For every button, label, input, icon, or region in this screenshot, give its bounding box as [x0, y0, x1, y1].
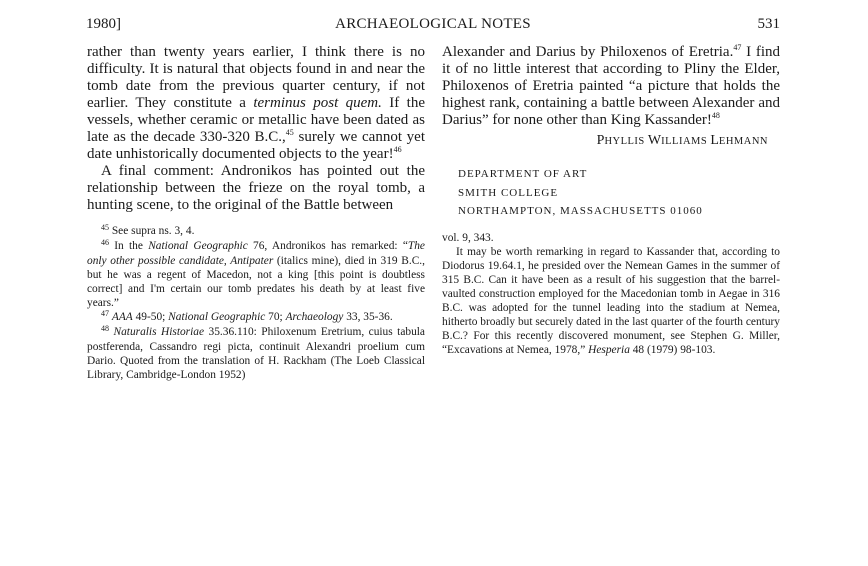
page-number: 531	[757, 16, 780, 32]
right-body-text	[442, 44, 780, 129]
footnote-45: $^{45}$ See supra ns. 3, 4.	[101, 223, 195, 237]
running-header	[86, 16, 780, 38]
paragraph: A final comment: Andronikos has pointed out the relationship between the frieze on the royal tomb, a hunting scene, to the original of the Battle between	[87, 163, 425, 213]
running-title: ARCHAEOLOGICAL NOTES	[335, 16, 531, 32]
paragraph: Alexander and Darius by Philoxenos of Eretria.$^{47}$ I find it of no little interest that according to Pliny the Elder, Philoxenos of Eretria painted “a picture that holds the highest rank, containing a battle between Alexander and Darius” for none other than King Kassander!$^{48}$	[442, 43, 780, 128]
footnotes	[87, 224, 425, 382]
footnote-paragraph: It may be worth remarking in regard to Kassander that, according to Diodorus 19.64.1, he presided over the Nemean Games in the summer of 315 B.C. Can it have been as a result of his suggestion that the barrel-vaulted construction employed for the Macedonian tomb in Aegae in 316 B.C. was adopted for the tunnel leading into the stadium at Nemea, hitherto broadly but securely dated in the last quarter of the fourth century B.C.? For this recently discovered monument, see Stephen G. Miller, “Excavations at Nemea, 1978,” Hesperia 48 (1979) 98-103.	[442, 245, 780, 356]
affiliation-line: SMITH COLLEGE	[458, 186, 559, 199]
affiliation-line: DEPARTMENT OF ART	[458, 168, 588, 180]
footnote-47: $^{47}$ AAA 49-50; National Geographic 70; Archaeology 33, 35-36.	[101, 309, 393, 323]
left-column	[87, 44, 425, 382]
paragraph: rather than twenty years earlier, I think there is no difficulty. It is natural that objects found in and near the tomb date from the previous quarter century, if not earlier. They constitute a terminus post quem. If the vessels, whether ceramic or metallic have been dated as late as the decade 330-320 B.C.,$^{45}$ surely we cannot yet date unhistorically documented objects to the year!$^{46}$	[87, 44, 425, 162]
author-signature: PHYLLIS WILLIAMS LEHMANN	[596, 133, 768, 148]
footnote-ref-47[interactable]: 47	[733, 43, 742, 52]
affiliation-line: NORTHAMPTON, MASSACHUSETTS 01060	[458, 205, 703, 217]
footnote-48: $^{48}$ Naturalis Historiae 35.36.110: Philoxenum Eretrium, cuius tabula postferenda, Cassandro regi picta, continuit Alexandri proelium cum Dario. Quoted from the translation of H. Rackham (The Loeb Classical Library, Cambridge-London 1952)	[87, 324, 425, 381]
footnote-continued-line: vol. 9, 343.	[442, 231, 494, 244]
left-body-text	[87, 44, 425, 214]
footnote-ref-46[interactable]: 46	[393, 145, 402, 154]
author-affiliation	[458, 165, 780, 221]
footnote-ref-45[interactable]: 45	[285, 128, 294, 137]
footnote-46: $^{46}$ In the National Geographic 76, Andronikos has remarked: “The only other possible candidate, Antipater (italics mine), died in 319 B.C., but he was a regent of Macedon, not a king [this point is doubtless correct] and I'm certain our tomb predates his death by at least five years.”	[87, 238, 425, 309]
volume-year: 1980]	[86, 16, 121, 32]
right-column	[442, 44, 780, 357]
footnote-ref-48[interactable]: 48	[711, 111, 720, 120]
footnote-continuation	[442, 231, 780, 357]
